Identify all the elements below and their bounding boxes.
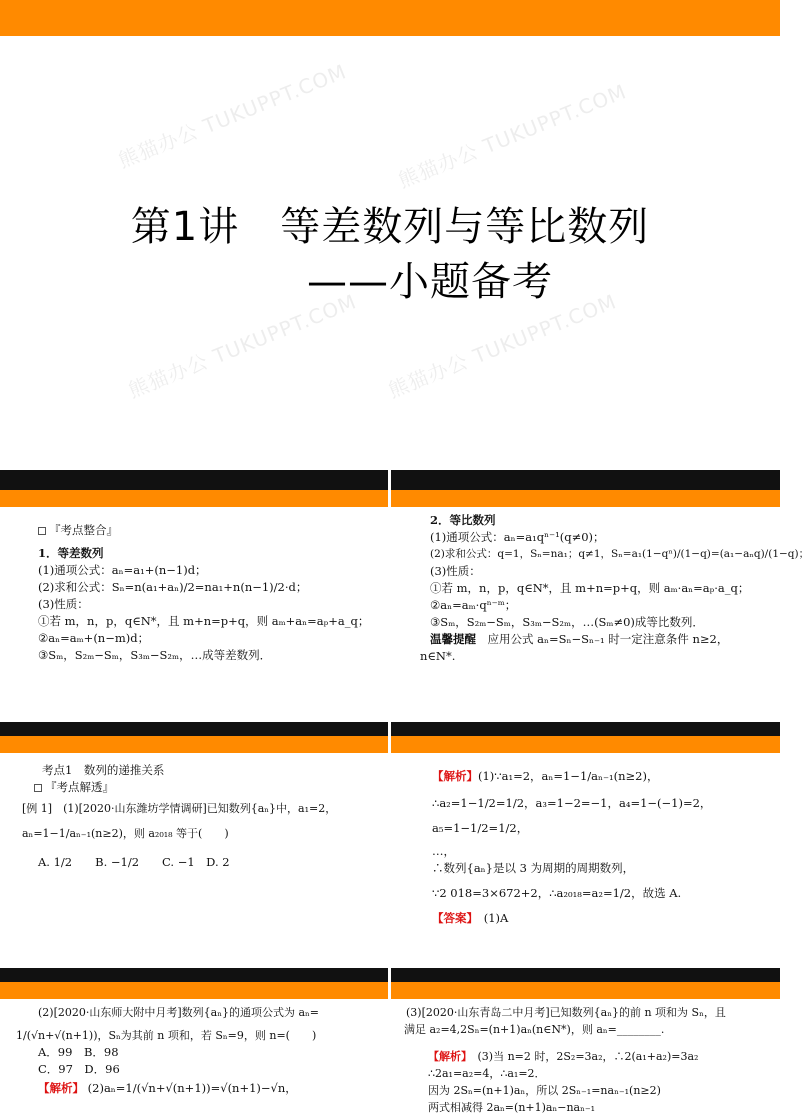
analysis-text: 因为 2Sₙ=(n+1)aₙ，所以 2Sₙ₋₁=naₙ₋₁(n≥2) [428,1084,661,1097]
analysis-text: a₅=1−1/2=1/2， [432,821,529,835]
formula-line: (2)求和公式：q=1，Sₙ=na₁；q≠1，Sₙ=a₁(1−qⁿ)/(1−q)=(a₁−aₙq)/(1−q)； [430,548,809,560]
analysis-text: (2)aₙ=1/(√n+√(n+1))=√(n+1)−√n， [84,1081,297,1095]
slide3-right-panel [432,768,777,927]
analysis-text: ∴2a₁=a₂=4，∴a₁=2． [428,1067,546,1080]
slide-divider [388,722,391,753]
tip-text: 应用公式 aₙ=Sₙ−Sₙ₋₁ 时一定注意条件 n≥2， [476,632,729,646]
formula-line: (2)求和公式：Sₙ=n(a₁+aₙ)/2=na₁+n(n−1)/2·d； [38,580,308,594]
slide1-top-bar [0,0,780,36]
slide-divider [388,968,391,999]
question-text: (3)[2020·山东青岛二中月考]已知数列{aₙ}的前 n 项和为 Sₙ，且 [406,1006,726,1019]
section-title: 1．等差数列 [38,546,104,560]
slide2-left-panel [38,522,384,664]
answer-label: 【答案】 [432,911,473,925]
analysis-text: (3)当 n=2 时，2S₂=3a₂，∴2(a₁+a₂)=3a₂ [466,1050,699,1063]
question-text: 1/(√n+√(n+1))，Sₙ为其前 n 项和，若 Sₙ=9，则 n=( ) [16,1029,317,1042]
formula-line: ②aₙ=aₘ·qⁿ⁻ᵐ； [430,598,517,612]
tip-text-cont: n∈N*. [420,649,456,663]
checkbox-icon [38,527,46,535]
watermark: 熊猫办公 TUKUPPT.COM [394,79,630,193]
slide-divider [388,470,391,507]
analysis-text: 两式相减得 2aₙ=(n+1)aₙ−naₙ₋₁ [428,1101,596,1114]
example-question: [例 1] (1)[2020·山东潍坊学情调研]已知数列{aₙ}中，a₁=2， [22,802,337,815]
formula-line: ③Sₘ，S₂ₘ−Sₘ，S₃ₘ−S₂ₘ，…成等差数列． [38,648,272,662]
formula-line: (1)通项公式：aₙ=a₁+(n−1)d； [38,563,207,577]
formula-line: ①若 m，n，p，q∈N*，且 m+n=p+q，则 aₘ·aₙ=aₚ·a_q； [430,581,750,595]
formula-line: (3)性质： [38,597,89,611]
analysis-text: ∴a₂=1−1/2=1/2，a₃=1−2=−1，a₄=1−(−1)=2， [432,796,712,810]
answer-options: C．97 D．96 [38,1062,120,1076]
analysis-text: ∵2 018=3×672+2，∴a₂₀₁₈=a₂=1/2，故选 A. [432,886,682,900]
watermark: 熊猫办公 TUKUPPT.COM [384,289,620,403]
slide-subtitle: ——小题备考 [307,259,553,305]
topic-title: 考点1 数列的递推关系 [42,763,165,777]
watermark: 熊猫办公 TUKUPPT.COM [124,289,360,403]
formula-line: ①若 m，n，p，q∈N*，且 m+n=p+q，则 aₘ+aₙ=aₚ+a_q； [38,614,370,628]
formula-line: ②aₙ=aₘ+(n−m)d； [38,631,150,645]
analysis-text: …， [432,844,455,858]
slide4-right-panel [404,1004,776,1116]
section-header: 『考点解透』 [45,780,114,794]
slide-title: 第1讲 等差数列与等比数列 [130,204,650,250]
answer-options: A．99 B．98 [38,1045,119,1059]
section-header: 『考点整合』 [49,523,118,537]
answer-options: A. 1/2 B. −1/2 C. −1 D. 2 [38,855,230,869]
formula-line: (1)通项公式：aₙ=a₁qⁿ⁻¹(q≠0)； [430,530,605,544]
tip-label: 温馨提醒 [430,632,476,646]
question-text: (2)[2020·山东师大附中月考]数列{aₙ}的通项公式为 aₙ= [38,1006,319,1019]
analysis-label: 【解析】 [38,1081,84,1095]
watermark: 熊猫办公 TUKUPPT.COM [114,59,350,173]
analysis-text: ∴数列{aₙ}是以 3 为周期的周期数列， [432,861,635,875]
section-title: 2．等比数列 [430,513,496,527]
example-question: aₙ=1−1/aₙ₋₁(n≥2)，则 a₂₀₁₈ 等于( ) [22,827,229,840]
analysis-label: 【解析】 [428,1050,467,1063]
analysis-text: (1)∵a₁=2，aₙ=1−1/aₙ₋₁(n≥2)， [478,769,659,783]
answer-text: (1)A [472,911,509,925]
formula-line: (3)性质： [430,564,481,578]
checkbox-icon [34,784,42,792]
formula-line: ③Sₘ，S₂ₘ−Sₘ，S₃ₘ−S₂ₘ，…(Sₘ≠0)成等比数列． [430,615,704,629]
slide4-left-panel [16,1004,384,1097]
analysis-label: 【解析】 [432,769,478,783]
question-text: 满足 a₂=4,2Sₙ=(n+1)aₙ(n∈N*)，则 aₙ=________. [404,1023,665,1036]
slide3-left-panel [22,762,384,871]
slide2-right-panel [420,512,809,665]
